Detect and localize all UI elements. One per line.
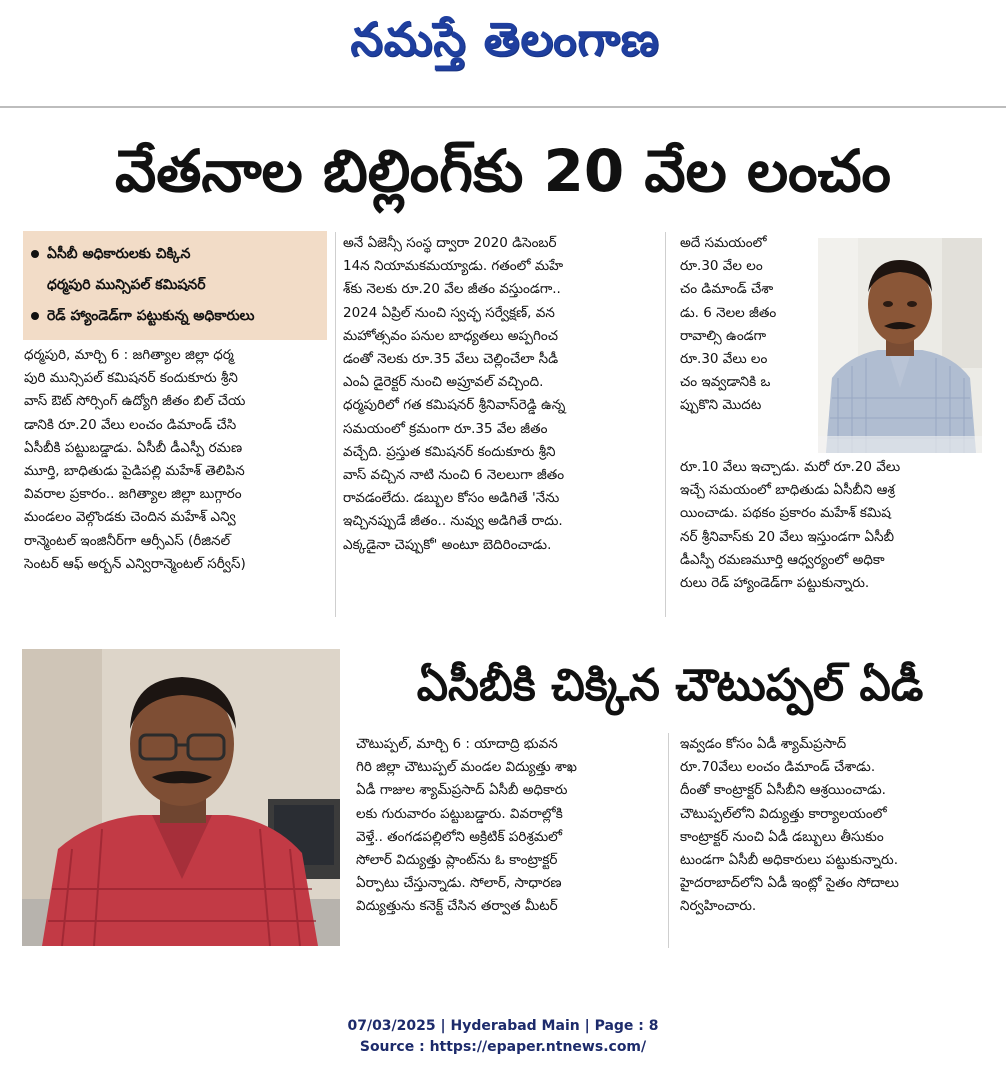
- newspaper-logo: నమస్తే తెలంగాణ: [350, 12, 660, 66]
- assistant-director-photo: [22, 649, 340, 946]
- text-line: డీఎస్పీ రమణమూర్తి ఆధ్వర్యంలో అధికా: [680, 551, 885, 568]
- text-line: సమయంలో క్రమంగా రూ.35 వేల జీతం: [343, 420, 548, 437]
- text-line: గిరి జిల్లా చౌటుప్పల్ మండల విద్యుత్తు శాఖ: [356, 759, 577, 776]
- text-line: యించాడు. పథకం ప్రకారం మహేశ్ కమిష: [680, 505, 891, 522]
- text-line: చం డిమాండ్ చేశా: [680, 281, 774, 298]
- highlight-item: ఏసీబీ అధికారులకు చిక్కిన: [31, 239, 321, 270]
- source-link[interactable]: Source : https://epaper.ntnews.com/: [359, 1039, 647, 1055]
- text-line: ఏడీ గాజుల శ్యామ్‌ప్రసాద్ ఏసీబీ అధికారు: [356, 782, 568, 799]
- text-line: ఎక్కడైనా చెప్పుకో' అంటూ బెదిరించాడు.: [343, 536, 552, 553]
- text-line: రాన్మెంటల్ ఇంజినీర్‌గా ఆర్సీఎస్ (రీజినల్: [24, 532, 231, 549]
- column-divider: [665, 232, 666, 617]
- text-line: కాంట్రాక్టర్ నుంచి ఏడీ డబ్బులు తీసుకుం: [680, 828, 884, 845]
- text-line: చం ఇవ్వడానికి ఒ: [680, 374, 771, 391]
- text-line: శ్‌కు నెలకు రూ.20 వేల జీతం వస్తుండగా..: [343, 281, 561, 298]
- text-line: రూ.30 వేలు లం: [680, 351, 768, 368]
- commissioner-photo: [818, 238, 982, 453]
- article2-column-2: [680, 733, 980, 919]
- column-divider: [335, 232, 336, 617]
- text-line: లకు గురువారం పట్టుబడ్డారు. వివరాల్లోకి: [356, 805, 563, 822]
- bullet-icon: [31, 312, 39, 320]
- text-line: ఇవ్వడం కోసం ఏడీ శ్యామ్‌ప్రసాద్: [680, 736, 847, 752]
- text-line: మండలం వెల్గొండకు చెందిన మహేశ్ ఎన్వి: [24, 509, 236, 526]
- highlight-item: రెడ్ హ్యాండెడ్‌గా పట్టుకున్న అధికారులు: [31, 301, 321, 332]
- text-line: విద్యుత్తును కనెక్ట్ చేసిన తర్వాత మీటర్: [356, 898, 558, 915]
- text-line: రులు రెడ్ హ్యాండెడ్‌గా పట్టుకున్నారు.: [680, 575, 870, 592]
- text-line: డానికి రూ.20 వేలు లంచం డిమాండ్ చేసి: [24, 416, 237, 433]
- article1-column-1: [24, 344, 327, 576]
- text-line: వచ్చేది. ప్రస్తుత కమిషనర్ కందుకూరు శ్రీని: [343, 443, 556, 460]
- article1-column-3-continued: [680, 456, 980, 595]
- text-line: 14న నియామకమయ్యాడు. గతంలో మహే: [343, 258, 564, 275]
- text-line: ఏర్పాటు చేస్తున్నాడు. సోలార్, సాధారణ: [356, 875, 562, 892]
- text-line: వివరాల ప్రకారం.. జగిత్యాల జిల్లా బుగ్గారం: [24, 486, 242, 503]
- portrait-illustration: [818, 238, 982, 453]
- text-line: 2024 ఏప్రిల్ నుంచి స్వచ్ఛ సర్వేక్షణ్, వన: [343, 304, 555, 321]
- article1-headline: వేతనాల బిల్లింగ్‌కు 20 వేల లంచం: [115, 137, 891, 205]
- text-line: ఎంఏ డైరెక్టర్ నుంచి అప్రూవల్ వచ్చింది.: [343, 374, 544, 391]
- text-line: డంతో నెలకు రూ.35 వేలు చెల్లించేలా సీడీ: [343, 351, 559, 368]
- text-line: ఏసీబీకి పట్టుబడ్డాడు. ఏసీబీ డీఎస్పీ రమణ: [24, 439, 243, 456]
- text-line: రూ.30 వేల లం: [680, 258, 763, 275]
- text-line: చౌటుప్పల్‌లోని విద్యుత్తు కార్యాలయంలో: [680, 805, 887, 822]
- text-line: ప్పుకొని మొదట: [680, 397, 762, 414]
- text-line: సెంటర్ ఆఫ్ అర్బన్ ఎన్విరాన్మెంటల్ సర్వీస్): [24, 555, 246, 572]
- article2-column-1: [356, 733, 661, 919]
- article1-column-2: [343, 232, 648, 557]
- text-line: దీంతో కాంట్రాక్టర్ ఏసీబీని ఆశ్రయించాడు.: [680, 782, 886, 799]
- article1-column-3: [680, 232, 814, 418]
- text-line: రావాల్సి ఉండగా: [680, 327, 767, 344]
- edition-info: 07/03/2025 | Hyderabad Main | Page : 8: [347, 1018, 659, 1034]
- text-line: డు. 6 నెలల జీతం: [680, 304, 777, 321]
- text-line: సోలార్ విద్యుత్తు ప్లాంట్‌ను ఓ కాంట్రాక్టర్: [356, 852, 558, 869]
- article2-headline: ఏసీబీకి చిక్కిన చౌటుప్పల్ ఏడీ: [416, 660, 924, 711]
- text-line: మహోత్సవం పనుల బాధ్యతలు అప్పగించ: [343, 327, 558, 344]
- highlight-item: ధర్మపురి మున్సిపల్ కమిషనర్: [47, 277, 206, 293]
- text-line: వాస్ ఔట్ సోర్సింగ్ ఉద్యోగి జీతం బిల్ చేయ: [24, 393, 246, 410]
- text-line: నిర్వహించారు.: [680, 898, 757, 915]
- text-line: చౌటుప్పల్, మార్చి 6 : యాదాద్రి భువన: [356, 736, 558, 752]
- portrait-illustration: [22, 649, 340, 946]
- text-line: హైదరాబాద్‌లోని ఏడీ ఇంట్లో సైతం సోదాలు: [680, 875, 899, 892]
- text-line: మూర్తి, బాధితుడు పైడిపల్లి మహేశ్ తెలిపిన: [24, 463, 245, 480]
- masthead: [0, 0, 1006, 108]
- article1-highlights: [23, 231, 327, 340]
- masthead-divider: [0, 106, 1006, 108]
- text-line: ఇచ్చే సమయంలో బాధితుడు ఏసీబీని ఆశ్ర: [680, 482, 895, 499]
- text-line: ధర్మపురిలో గత కమిషనర్ శ్రీనివాస్‌రెడ్డి ఉన్న: [343, 397, 566, 414]
- text-line: వెళ్తే.. తంగడపల్లిలోని అక్రిటిక్ పరిశ్రమలో: [356, 828, 563, 845]
- column-divider: [668, 733, 669, 948]
- page-footer: [0, 1016, 1006, 1058]
- text-line: నర్ శ్రీనివాస్‌కు 20 వేలు ఇస్తుండగా ఏసీబీ: [680, 528, 894, 545]
- text-line: ధర్మపురి, మార్చి 6 : జగిత్యాల జిల్లా ధర్మ: [24, 347, 234, 363]
- text-line: అనే ఏజెన్సీ సంస్థ ద్వారా 2020 డిసెంబర్: [343, 235, 557, 251]
- text-line: వాస్ వచ్చిన నాటి నుంచి 6 నెలలుగా జీతం: [343, 467, 565, 484]
- text-line: అదే సమయంలో: [680, 235, 767, 251]
- text-line: ఇచ్చినప్పుడే జీతం.. నువ్వు అడిగితే రాదు.: [343, 513, 563, 530]
- bullet-icon: [31, 250, 39, 258]
- text-line: రూ.70వేలు లంచం డిమాండ్ చేశాడు.: [680, 759, 876, 776]
- text-line: పురి మున్సిపల్ కమిషనర్ కందుకూరు శ్రీని: [24, 370, 238, 387]
- text-line: రూ.10 వేలు ఇచ్చాడు. మరో రూ.20 వేలు: [680, 459, 901, 475]
- text-line: టుండగా ఏసీబీ అధికారులు పట్టుకున్నారు.: [680, 852, 899, 869]
- text-line: రావడంలేదు. డబ్బుల కోసం అడిగితే 'నేను: [343, 490, 560, 507]
